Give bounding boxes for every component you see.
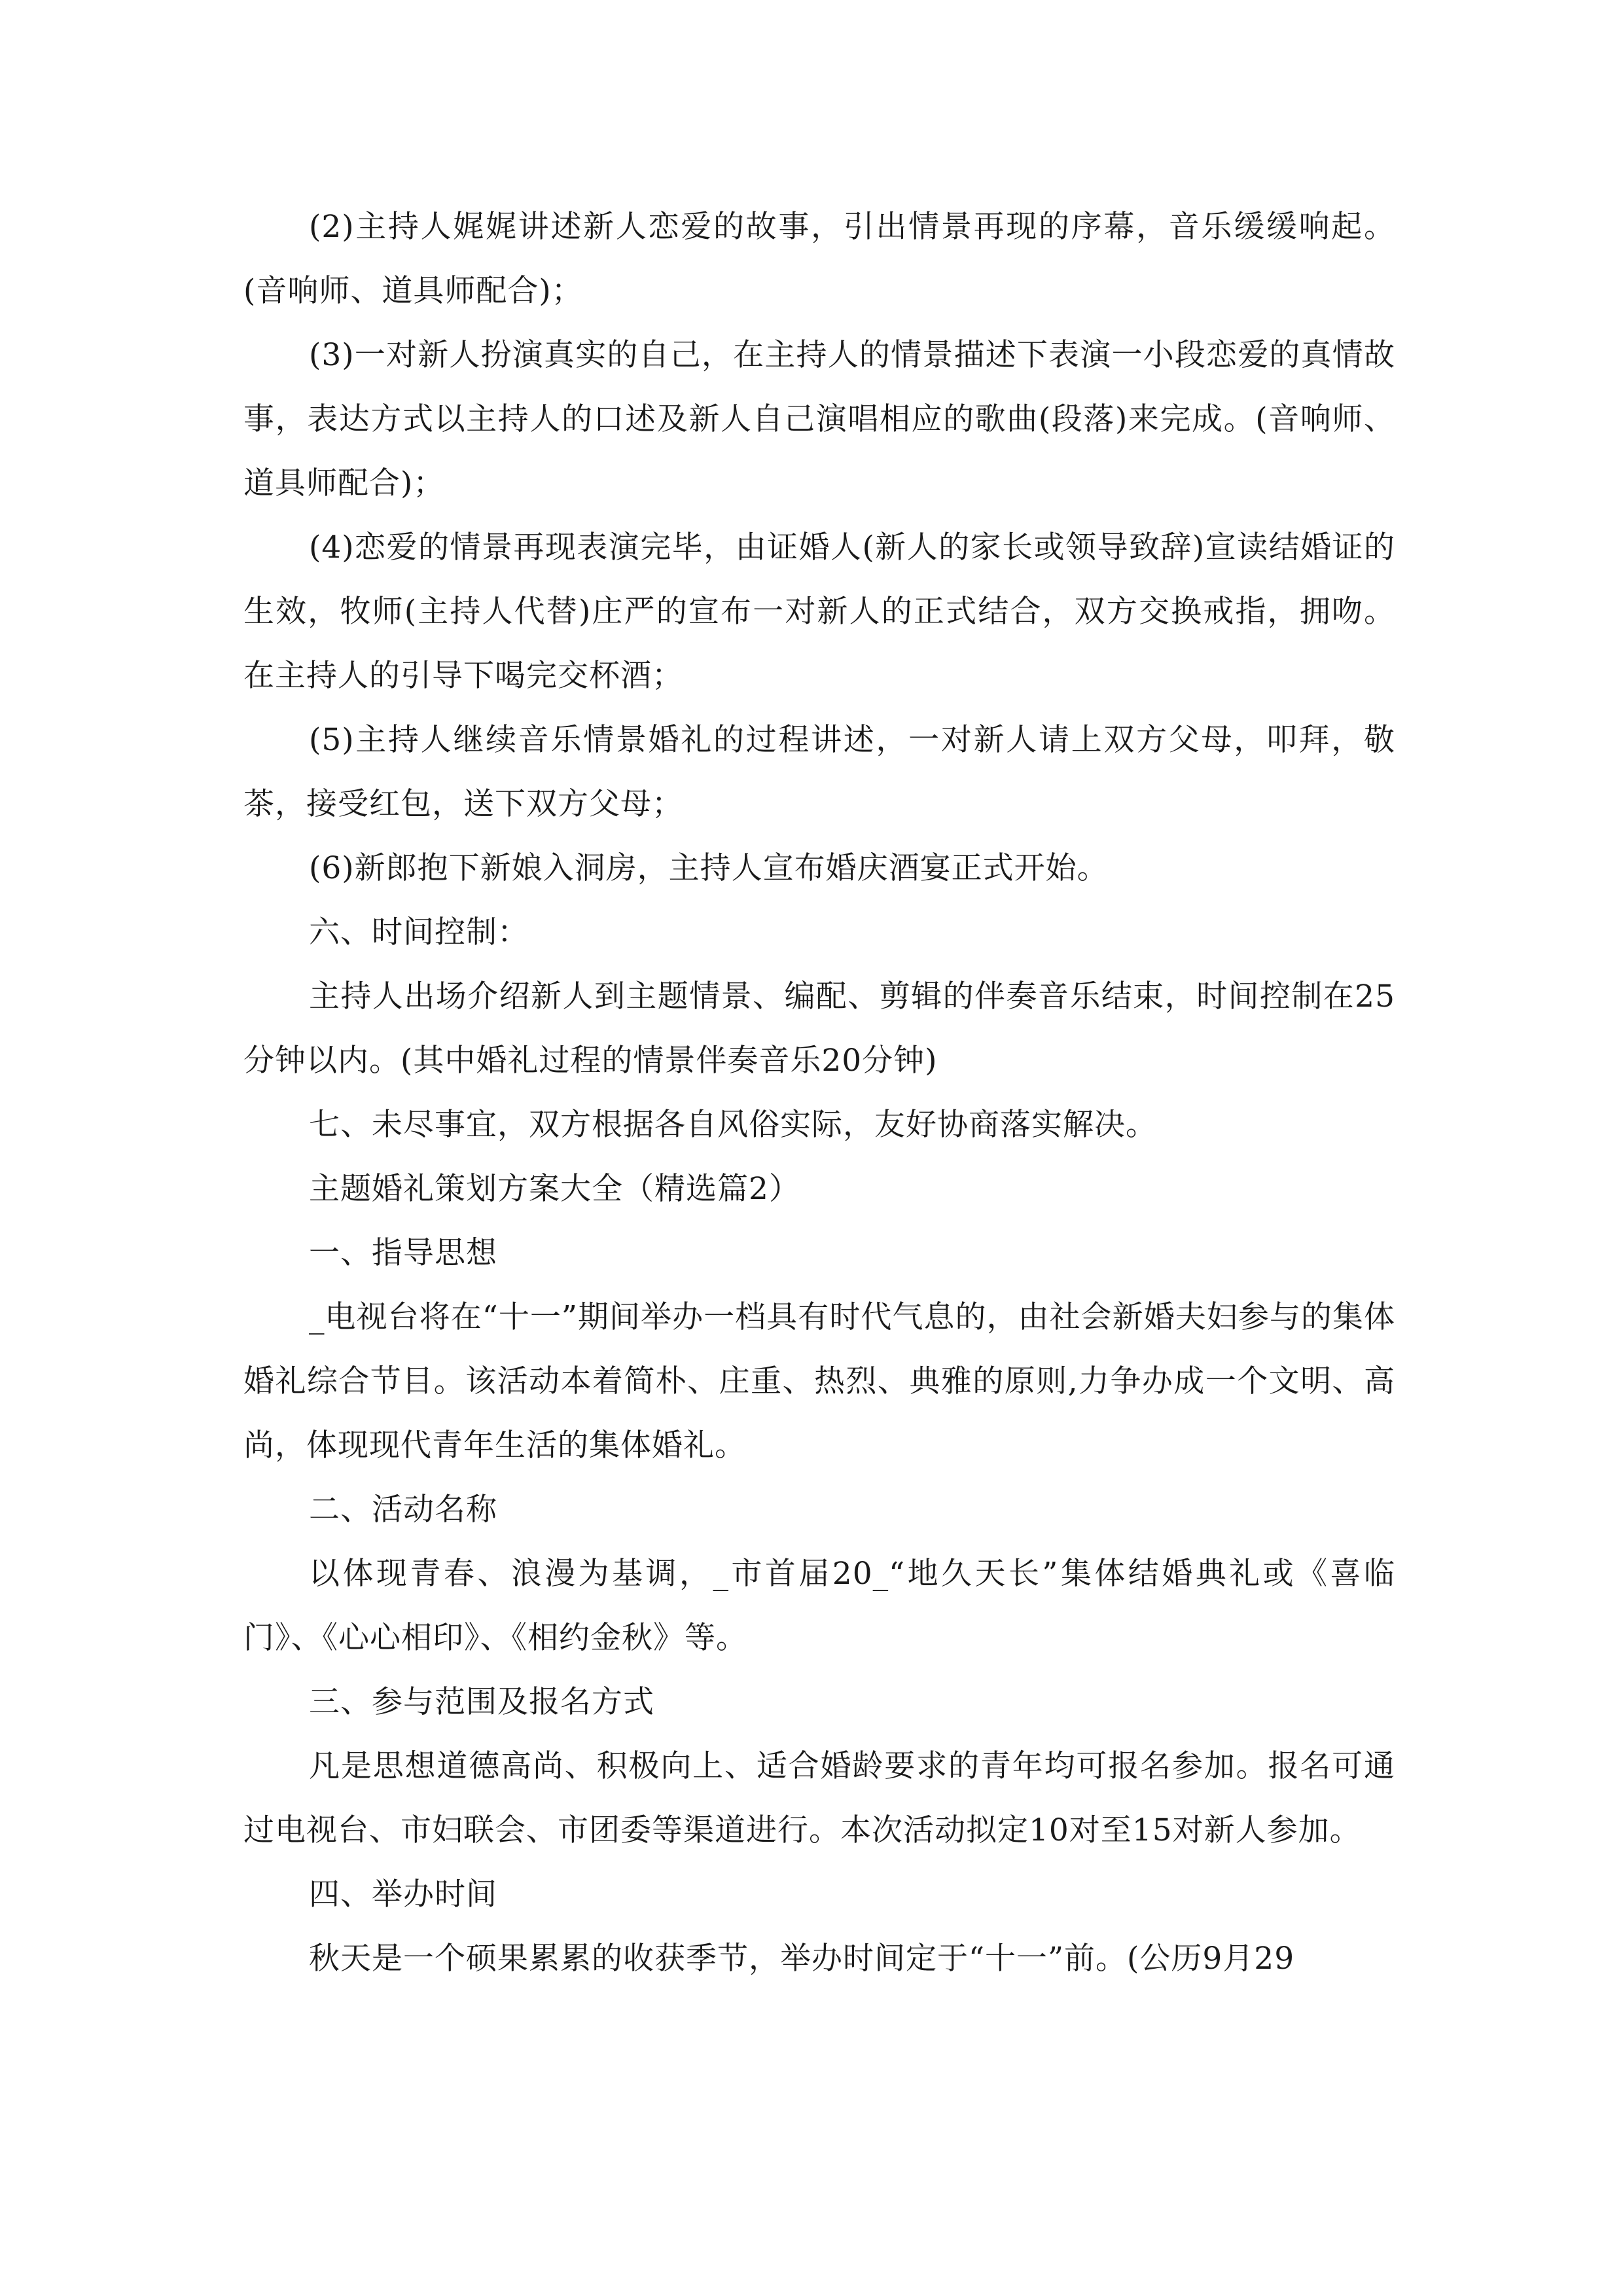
- paragraph-time-control: 主持人出场介绍新人到主题情景、编配、剪辑的伴奏音乐结束，时间控制在25分钟以内。(其中婚礼过程的情景伴奏音乐20分钟): [243, 978, 1395, 1079]
- section-heading-event-time: 四、举办时间: [309, 1876, 497, 1912]
- paragraph-registration: 凡是思想道德高尚、积极向上、适合婚龄要求的青年均可报名参加。报名可通过电视台、市妇联会、市团委等渠道进行。本次活动拟定10对至15对新人参加。: [243, 1748, 1395, 1848]
- paragraph-ceremony-step-6: (6)新郎抱下新娘入洞房，主持人宣布婚庆酒宴正式开始。: [309, 850, 1109, 886]
- section-heading-event-name: 二、活动名称: [309, 1492, 497, 1528]
- section-heading-registration: 三、参与范围及报名方式: [309, 1684, 654, 1720]
- section-heading-guiding-idea: 一、指导思想: [309, 1235, 497, 1271]
- paragraph-event-name: 以体现青春、浪漫为基调，_市首届20_“地久天长”集体结婚典礼或《喜临门》、《心心相印》、《相约金秋》等。: [243, 1556, 1395, 1656]
- paragraph-ceremony-step-4: (4)恋爱的情景再现表演完毕，由证婚人(新人的家长或领导致辞)宣读结婚证的生效，牧师(主持人代替)庄严的宣布一对新人的正式结合，双方交换戒指，拥吻。在主持人的引导下喝完交杯酒；: [243, 529, 1395, 694]
- paragraph-ceremony-step-5: (5)主持人继续音乐情景婚礼的过程讲述，一对新人请上双方父母，叩拜，敬茶，接受红包，送下双方父母；: [243, 722, 1395, 822]
- article-title-part-2: 主题婚礼策划方案大全（精选篇2）: [309, 1171, 800, 1207]
- document-body: [243, 195, 1395, 1991]
- paragraph-guiding-idea: _电视台将在“十一”期间举办一档具有时代气息的，由社会新婚夫妇参与的集体婚礼综合节目。该活动本着简朴、庄重、热烈、典雅的原则,力争办成一个文明、高尚，体现现代青年生活的集体婚礼。: [243, 1299, 1395, 1463]
- section-heading-time-control: 六、时间控制：: [309, 914, 529, 950]
- paragraph-event-time: 秋天是一个硕果累累的收获季节，举办时间定于“十一”前。(公历9月29: [309, 1941, 1295, 1977]
- section-heading-other-matters: 七、未尽事宜，双方根据各自风俗实际，友好协商落实解决。: [309, 1107, 1157, 1143]
- paragraph-ceremony-step-3: (3)一对新人扮演真实的自己，在主持人的情景描述下表演一小段恋爱的真情故事，表达方式以主持人的口述及新人自己演唱相应的歌曲(段落)来完成。(音响师、道具师配合)；: [243, 337, 1395, 501]
- paragraph-ceremony-step-2: (2)主持人娓娓讲述新人恋爱的故事，引出情景再现的序幕，音乐缓缓响起。(音响师、道具师配合)；: [243, 209, 1395, 309]
